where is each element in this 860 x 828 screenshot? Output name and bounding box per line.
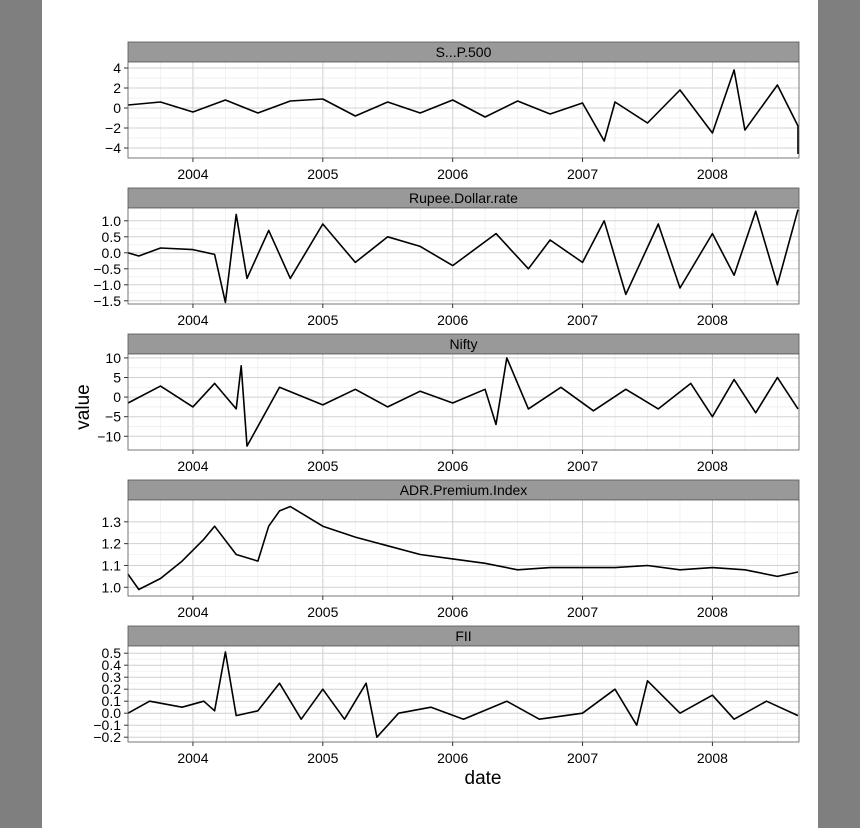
y-tick-label: 4 xyxy=(113,60,121,76)
y-tick-label: −1.0 xyxy=(93,276,121,293)
x-tick-label: 2008 xyxy=(696,604,728,620)
y-tick-label: 0.0 xyxy=(101,244,121,261)
y-tick-label: −4 xyxy=(105,140,121,156)
x-tick-label: 2005 xyxy=(307,312,339,328)
y-tick-label: 0.1 xyxy=(101,693,121,710)
panel-title: S...P.500 xyxy=(435,44,492,60)
x-tick-label: 2008 xyxy=(696,312,728,328)
panel-title: ADR.Premium.Index xyxy=(399,482,528,498)
x-tick-label: 2007 xyxy=(566,312,599,328)
x-axis-label: date xyxy=(464,768,502,789)
panel-plot-area xyxy=(128,500,799,596)
panel-plot-area xyxy=(128,62,799,158)
panel-1 xyxy=(105,42,799,182)
x-tick-label: 2008 xyxy=(696,458,728,474)
x-tick-label: 2006 xyxy=(437,166,469,182)
panel-title: Nifty xyxy=(449,336,478,352)
y-tick-label: 1.0 xyxy=(101,212,121,229)
x-tick-label: 2004 xyxy=(177,750,209,766)
y-tick-label: −10 xyxy=(97,428,121,445)
x-tick-label: 2007 xyxy=(566,604,599,620)
panel-2 xyxy=(93,188,799,328)
x-tick-label: 2006 xyxy=(437,604,469,620)
y-tick-label: 1.3 xyxy=(101,513,121,530)
panel-plot-area xyxy=(128,646,799,742)
y-tick-label: 0.5 xyxy=(101,228,121,245)
y-tick-label: −0.2 xyxy=(93,729,121,746)
y-tick-label: 0 xyxy=(113,100,121,116)
panel-4 xyxy=(102,480,799,620)
y-tick-label: 0 xyxy=(113,389,121,406)
panel-plot-area xyxy=(128,354,799,450)
faceted-line-chart xyxy=(42,0,818,828)
y-tick-label: 0.0 xyxy=(101,705,121,722)
x-tick-label: 2007 xyxy=(566,166,599,182)
x-tick-label: 2004 xyxy=(177,604,209,620)
y-tick-label: 5 xyxy=(113,369,121,386)
x-tick-label: 2006 xyxy=(437,458,469,474)
y-tick-label: 0.2 xyxy=(101,681,121,698)
panel-3 xyxy=(97,334,799,474)
x-tick-label: 2007 xyxy=(566,750,599,766)
x-tick-label: 2005 xyxy=(307,604,339,620)
y-tick-label: 0.4 xyxy=(101,657,121,674)
y-tick-label: 0.5 xyxy=(101,645,121,662)
panel-5 xyxy=(93,626,799,766)
x-tick-label: 2004 xyxy=(177,166,209,182)
x-tick-label: 2005 xyxy=(307,750,339,766)
panel-title: Rupee.Dollar.rate xyxy=(409,190,518,206)
x-tick-label: 2008 xyxy=(696,166,728,182)
y-tick-label: 10 xyxy=(105,349,121,366)
panel-title: FII xyxy=(455,628,472,644)
y-tick-label: −0.1 xyxy=(93,717,121,734)
y-tick-label: 2 xyxy=(113,80,121,96)
y-tick-label: 1.2 xyxy=(101,535,121,552)
y-tick-label: 1.0 xyxy=(101,579,121,596)
y-tick-label: 1.1 xyxy=(101,557,121,574)
y-tick-label: −2 xyxy=(105,120,121,136)
x-tick-label: 2005 xyxy=(307,166,339,182)
y-tick-label: 0.3 xyxy=(101,669,121,686)
x-tick-label: 2004 xyxy=(177,312,209,328)
chart-card xyxy=(42,0,818,828)
x-tick-label: 2004 xyxy=(177,458,209,474)
x-tick-label: 2006 xyxy=(437,750,469,766)
y-tick-label: −5 xyxy=(105,408,121,425)
y-axis-label: value xyxy=(73,384,94,430)
y-tick-label: −1.5 xyxy=(93,292,121,309)
x-tick-label: 2007 xyxy=(566,458,599,474)
x-tick-label: 2006 xyxy=(437,312,469,328)
x-tick-label: 2005 xyxy=(307,458,339,474)
x-tick-label: 2008 xyxy=(696,750,728,766)
y-tick-label: −0.5 xyxy=(93,260,121,277)
